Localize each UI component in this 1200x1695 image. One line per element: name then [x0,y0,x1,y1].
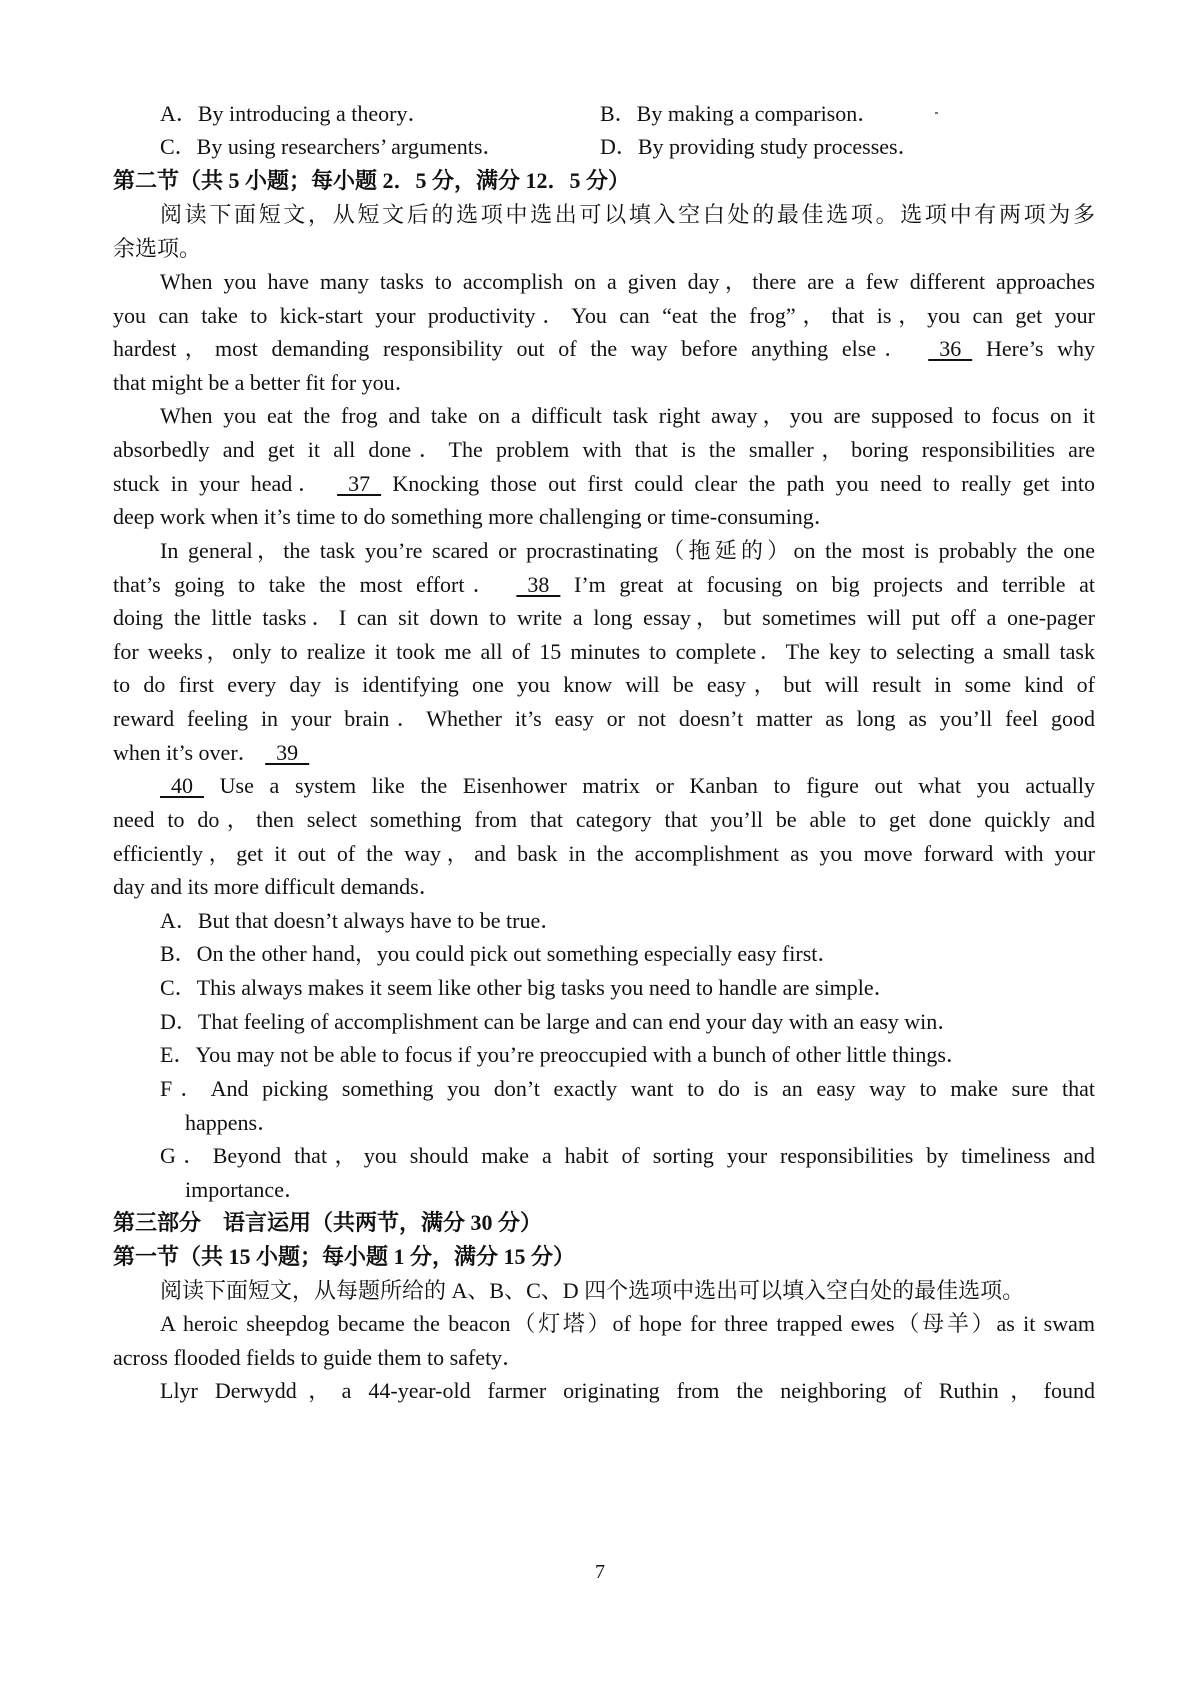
passage-p1-line-1: When you have many tasks to accomplish on a given day，there are a few different approaches [160,269,1095,294]
passage-text: I’m great at focusing on big projects and terrible at [574,572,1096,597]
blank-40: 40 [160,773,204,798]
passage-text: stuck in your head． [113,471,326,496]
blank-39: 39 [265,740,310,765]
passage-p3-line-2 [113,567,1095,603]
part3-instruction: 阅读下面短文，从每题所给的 A、B、C、D 四个选项中选出可以填入空白处的最佳选项。 [160,1278,1025,1303]
passage-p3-line-5: to do first every day is identifying one you know will be easy，but will result in some kind of [113,672,1095,697]
cloze-p2-line-1: Llyr Derwydd，a 44-year-old farmer originating from the neighboring of Ruthin，found [160,1378,1095,1403]
option-c: C．This always makes it seem like other big tasks you need to handle are simple． [160,975,896,1000]
passage-p3-line-6: reward feeling in your brain．Whether it’s easy or not doesn’t matter as long as you’ll feel good [113,706,1095,731]
page-number: 7 [595,1561,605,1583]
passage-text: hardest，most demanding responsibility out of the way before anything else． [113,336,915,361]
q35-options-row-2 [160,129,1095,165]
passage-p1-line-4: that might be a better fit for you． [113,370,417,395]
passage-p3-line-3: doing the little tasks．I can sit down to write a long essay，but sometimes will put off a one-pager [113,605,1095,630]
part3-heading: 第三部分 语言运用（共两节，满分 30 分） [113,1210,543,1235]
q35-option-a: A．By introducing a theory． [160,101,430,126]
cloze-p1-line-1: A heroic sheepdog became the beacon（灯塔）of hope for three trapped ewes（母羊）as it swam [160,1311,1095,1336]
passage-p1-line-2: you can take to kick-start your productivity．You can “eat the frog”，that is，you can get your [113,303,1095,328]
passage-p2-line-4: deep work when it’s time to do something more challenging or time-consuming． [113,504,836,529]
passage-p2-line-2: absorbedly and get it all done．The problem with that is the smaller，boring responsibilities are [113,437,1095,462]
cloze-p1-line-2: across flooded fields to guide them to safety． [113,1345,525,1370]
part3-section1-heading: 第一节（共 15 小题；每小题 1 分，满分 15 分） [113,1244,576,1269]
blank-36: 36 [928,336,973,361]
q35-option-d: D．By providing study processes． [600,134,920,159]
option-a: A．But that doesn’t always have to be true． [160,908,563,933]
q35-option-c: C．By using researchers’ arguments． [160,134,505,159]
option-b: B．On the other hand，you could pick out something especially easy first． [160,941,840,966]
passage-text: Use a system like the Eisenhower matrix or Kanban to figure out what you actually [219,773,1096,798]
q35-option-b: B．By making a comparison． [600,101,880,126]
section2-instruction-line-1: 阅读下面短文，从短文后的选项中选出可以填入空白处的最佳选项。选项中有两项为多 [160,202,1095,227]
blank-38: 38 [516,572,561,597]
option-f-line-2: happens． [185,1110,280,1135]
passage-p4-line-3: efficiently，get it out of the way，and bask in the accomplishment as you move forward with your [113,841,1095,866]
option-e: E．You may not be able to focus if you’re preoccupied with a bunch of other little things． [160,1042,968,1067]
option-g-line-2: importance． [185,1177,306,1202]
blank-37: 37 [337,471,382,496]
passage-p3-line-4: for weeks，only to realize it took me all of 15 minutes to complete．The key to selecting a small task [113,639,1095,664]
passage-p3-line-7 [113,735,1095,771]
option-g-line-1: G．Beyond that，you should make a habit of sorting your responsibilities by timeliness and [160,1143,1095,1168]
passage-p4-line-2: need to do，then select something from that category that you’ll be able to get done quickly and [113,807,1095,832]
passage-p4-line-1 [160,768,1095,804]
passage-p2-line-1: When you eat the frog and take on a difficult task right away，you are supposed to focus on it [160,403,1095,428]
q35-options-row-1 [160,96,1095,132]
passage-text: that’s going to take the most effort． [113,572,503,597]
passage-p3-line-1: In general，the task you’re scared or procrastinating（拖延的）on the most is probably the one [160,538,1095,563]
option-d: D．That feeling of accomplishment can be large and can end your day with an easy win． [160,1009,960,1034]
passage-text: when it’s over． [113,740,260,765]
option-f-line-1: F．And picking something you don’t exactly want to do is an easy way to make sure that [160,1076,1095,1101]
section2-heading: 第二节（共 5 小题；每小题 2．5 分，满分 12．5 分） [113,168,631,193]
passage-p4-line-4: day and its more difficult demands． [113,874,441,899]
passage-p1-line-3 [113,331,1095,367]
section2-instruction-line-2: 余选项。 [113,236,202,261]
passage-text: Knocking those out first could clear the path you need to really get into [392,471,1095,496]
passage-text: Here’s why [985,336,1095,361]
passage-p2-line-3 [113,466,1095,502]
